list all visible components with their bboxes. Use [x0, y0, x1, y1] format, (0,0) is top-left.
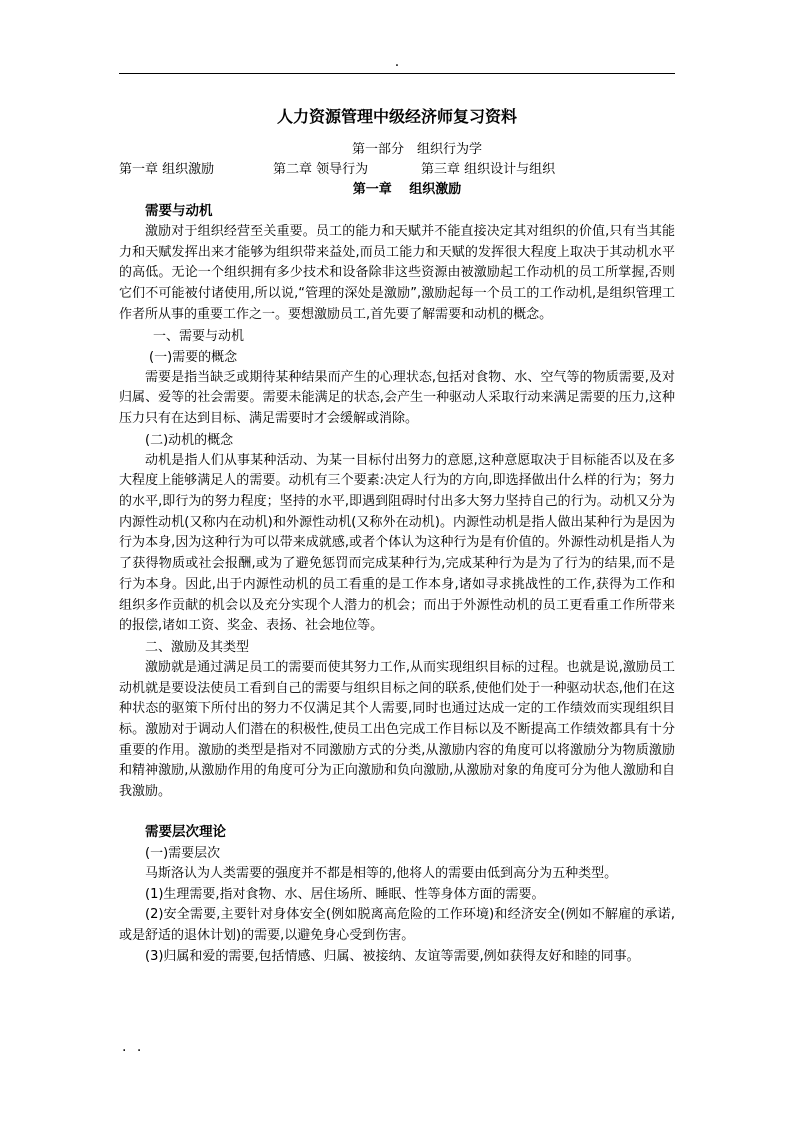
- subheading-incentive-types: 二、激励及其类型: [145, 639, 250, 655]
- chapter-list-item: 第三章 组织设计与组织: [421, 162, 556, 177]
- paragraph-motive: 动机是指人们从事某种活动、为某一目标付出努力的意愿,这种意愿取决于目标能否以及在多大程度上能够满足人的需要。动机有三个要素:决定人行为的方向,即选择做出什么样的行为；努力的水平,即行为的努力程度；坚持的水平,即遇到阻碍时付出多大努力坚持自己的行为。动机又分为内源性动机(又称内在动机)和外源性动机(又称外在动机)。内源性动机是指人做出某种行为是因为行为本身,因为这种行为可以带来成就感,或者个体认为这种行为是有价值的。外源性动机是指人为了获得物质或社会报酬,或为了避免惩罚而完成某种行为,完成某种行为是为了行为的结果,而不是行为本身。因此,出于内源性动机的员工看重的是工作本身,诸如寻求挑战性的工作,获得为工作和组织多作贡献的机会以及充分实现个人潜力的机会；而出于外源性动机的员工更看重工作所带来的报偿,诸如工资、奖金、表扬、社会地位等。: [119, 452, 675, 634]
- subheading-needs-motives: 一、需要与动机: [153, 328, 245, 344]
- chapter-heading: 第一章 组织激励: [352, 182, 462, 197]
- subheading-motive-concept: (二)动机的概念: [145, 432, 234, 448]
- chapter-list: [119, 160, 675, 180]
- document-body: [119, 104, 675, 967]
- paragraph-incentive: 激励就是通过满足员工的需要而使其努力工作,从而实现组织目标的过程。也就是说,激励员工动机就是要设法使员工看到自己的需要与组织目标之间的联系,使他们处于一种驱动状态,他们在这种状态的驱策下所付出的努力不仅满足其个人需要,同时也通过达成一定的工作绩效而实现组织目标。激励对于调动人们潜在的积极性,使员工出色完成工作目标以及不断提高工作绩效都具有十分重要的作用。激励的类型是指对不同激励方式的分类,从激励内容的角度可以将激励分为物质激励和精神激励,从激励作用的角度可分为正向激励和负向激励,从激励对象的角度可分为他人激励和自我激励。: [119, 659, 675, 800]
- paragraph-maslow: 马斯洛认为人类需要的强度并不都是相等的,他将人的需要由低到高分为五种类型。: [145, 865, 618, 881]
- chapter-list-item: 第二章 领导行为: [273, 162, 369, 177]
- header-rule: [119, 73, 675, 74]
- subheading-need-concept: (一)需要的概念: [149, 349, 238, 365]
- list-item-physiological: (1)生理需要,指对食物、水、居住场所、睡眠、性等身体方面的需要。: [145, 886, 545, 902]
- part-heading: 第一部分 组织行为学: [351, 142, 482, 157]
- footer-dots: . .: [122, 1039, 145, 1055]
- subheading-need-levels: (一)需要层次: [145, 845, 221, 861]
- list-item-safety: (2)安全需要,主要针对身体安全(例如脱离高危险的工作环境)和经济安全(例如不解雇的承诺,或是舒适的退休计划)的需要,以避免身心受到伤害。: [119, 907, 675, 943]
- section-heading-needs-motives: 需要与动机: [145, 203, 213, 219]
- document-title: 人力资源管理中级经济师复习资料: [276, 107, 517, 126]
- paragraph-need: 需要是指当缺乏或期待某种结果而产生的心理状态,包括对食物、水、空气等的物质需要,及对归属、爱等的社会需要。需要未能满足的状态,会产生一种驱动人采取行动来满足需要的压力,这种压力只有在达到目标、满足需要时才会缓解或消除。: [119, 369, 675, 426]
- header-dot: .: [394, 54, 400, 70]
- section-heading-hierarchy: 需要层次理论: [145, 823, 226, 840]
- chapter-list-item: 第一章 组织激励: [119, 162, 215, 177]
- list-item-belonging: (3)归属和爱的需要,包括情感、归属、被接纳、友谊等需要,例如获得友好和睦的同事。: [145, 948, 640, 964]
- paragraph-intro: 激励对于组织经营至关重要。员工的能力和天赋并不能直接决定其对组织的价值,只有当其能力和天赋发挥出来才能够为组织带来益处,而员工能力和天赋的发挥很大程度上取决于其动机水平的高低。无论一个组织拥有多少技术和设备除非这些资源由被激励起工作动机的员工所掌握,否则它们不可能被付诸使用,所以说,“管理的深处是激励”,激励起每一个员工的工作动机,是组织管理工作者所从事的重要工作之一。要想激励员工,首先要了解需要和动机的概念。: [119, 224, 675, 322]
